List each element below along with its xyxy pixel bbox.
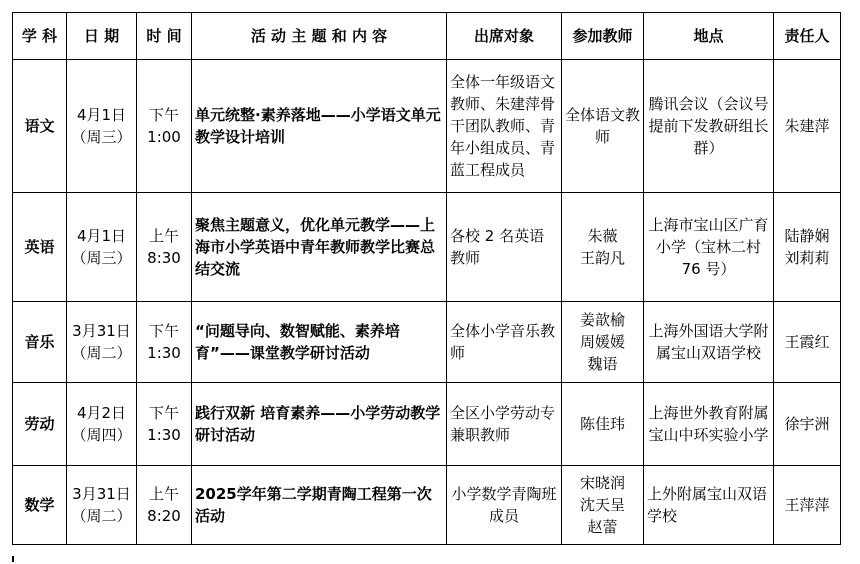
cell-location: 上海外国语大学附属宝山双语学校 — [644, 302, 774, 383]
header-subject: 学 科 — [13, 13, 67, 60]
cell-topic: 单元统整·素养落地——小学语文单元教学设计培训 — [192, 60, 447, 193]
cell-date — [67, 302, 137, 383]
cell-audience: 全体小学音乐教师 — [447, 302, 562, 383]
cell-time — [137, 193, 192, 302]
header-date: 日 期 — [67, 13, 137, 60]
time-period: 上午 — [148, 485, 179, 503]
date-weekday: （周四） — [71, 426, 132, 444]
table-row — [13, 302, 841, 383]
cell-date — [67, 383, 137, 466]
cell-topic: “问题导向、数智赋能、素养培育”——课堂教学研讨活动 — [192, 302, 447, 383]
cell-audience: 全区小学劳动专兼职教师 — [447, 383, 562, 466]
date-weekday: （周二） — [71, 344, 132, 362]
time-clock: 1:00 — [147, 128, 181, 146]
cell-date — [67, 466, 137, 545]
header-time: 时 间 — [137, 13, 192, 60]
cell-teachers — [562, 302, 644, 383]
date-weekday: （周三） — [71, 128, 132, 146]
header-location: 地点 — [644, 13, 774, 60]
cell-teachers: 全体语文教师 — [562, 60, 644, 193]
time-clock: 1:30 — [147, 426, 181, 444]
cell-topic: 践行双新 培育素养——小学劳动教学研讨活动 — [192, 383, 447, 466]
cell-date — [67, 193, 137, 302]
date-day: 3月31日 — [72, 485, 131, 503]
date-day: 4月1日 — [76, 106, 127, 124]
cell-audience: 全体一年级语文教师、朱建萍骨干团队教师、青年小组成员、青蓝工程成员 — [447, 60, 562, 193]
cell-teachers — [562, 466, 644, 545]
cell-person: 朱建萍 — [774, 60, 841, 193]
teacher-name: 宋晓润 — [579, 474, 625, 492]
page-edge-mark — [12, 556, 14, 562]
person-name: 陆静娴 — [784, 227, 830, 245]
cell-teachers — [562, 193, 644, 302]
time-period: 下午 — [148, 106, 179, 124]
cell-time — [137, 302, 192, 383]
cell-topic: 2025学年第二学期青陶工程第一次活动 — [192, 466, 447, 545]
cell-subject: 音乐 — [13, 302, 67, 383]
teacher-name: 姜歆榆 — [579, 311, 625, 329]
table-row — [13, 193, 841, 302]
teacher-name: 周媛媛 — [579, 333, 625, 351]
time-period: 上午 — [148, 227, 179, 245]
cell-time — [137, 383, 192, 466]
date-day: 3月31日 — [72, 322, 131, 340]
cell-person: 王霞红 — [774, 302, 841, 383]
header-teachers: 参加教师 — [562, 13, 644, 60]
cell-teachers: 陈佳玮 — [562, 383, 644, 466]
date-day: 4月1日 — [76, 227, 127, 245]
cell-subject: 劳动 — [13, 383, 67, 466]
activity-schedule-table — [12, 12, 841, 545]
time-clock: 1:30 — [147, 344, 181, 362]
date-weekday: （周二） — [71, 507, 132, 525]
teacher-name: 魏语 — [587, 355, 618, 373]
time-period: 下午 — [148, 404, 179, 422]
cell-person: 徐宇洲 — [774, 383, 841, 466]
cell-location: 上海市宝山区广育小学（宝林二村 76 号） — [644, 193, 774, 302]
teacher-name: 朱薇 — [587, 227, 618, 245]
cell-date — [67, 60, 137, 193]
header-row — [13, 13, 841, 60]
cell-location: 上海世外教育附属宝山中环实验小学 — [644, 383, 774, 466]
cell-topic: 聚焦主题意义，优化单元教学——上海市小学英语中青年教师教学比赛总结交流 — [192, 193, 447, 302]
time-period: 下午 — [148, 322, 179, 340]
cell-time — [137, 466, 192, 545]
time-clock: 8:30 — [147, 249, 181, 267]
cell-subject: 语文 — [13, 60, 67, 193]
cell-location: 腾讯会议（会议号提前下发教研组长群） — [644, 60, 774, 193]
cell-person: 王萍萍 — [774, 466, 841, 545]
cell-audience: 各校 2 名英语教师 — [447, 193, 562, 302]
date-weekday: （周三） — [71, 249, 132, 267]
cell-audience: 小学数学青陶班成员 — [447, 466, 562, 545]
cell-subject: 数学 — [13, 466, 67, 545]
cell-person — [774, 193, 841, 302]
person-name: 刘莉莉 — [784, 249, 830, 267]
header-audience: 出席对象 — [447, 13, 562, 60]
teacher-name: 王韵凡 — [579, 249, 625, 267]
cell-time — [137, 60, 192, 193]
teacher-name: 赵蕾 — [587, 518, 618, 536]
time-clock: 8:20 — [147, 507, 181, 525]
cell-location: 上外附属宝山双语学校 — [644, 466, 774, 545]
date-day: 4月2日 — [76, 404, 127, 422]
table-row — [13, 466, 841, 545]
teacher-name: 沈天呈 — [579, 496, 625, 514]
header-person: 责任人 — [774, 13, 841, 60]
table-row — [13, 60, 841, 193]
header-topic: 活 动 主 题 和 内 容 — [192, 13, 447, 60]
table-row — [13, 383, 841, 466]
cell-subject: 英语 — [13, 193, 67, 302]
